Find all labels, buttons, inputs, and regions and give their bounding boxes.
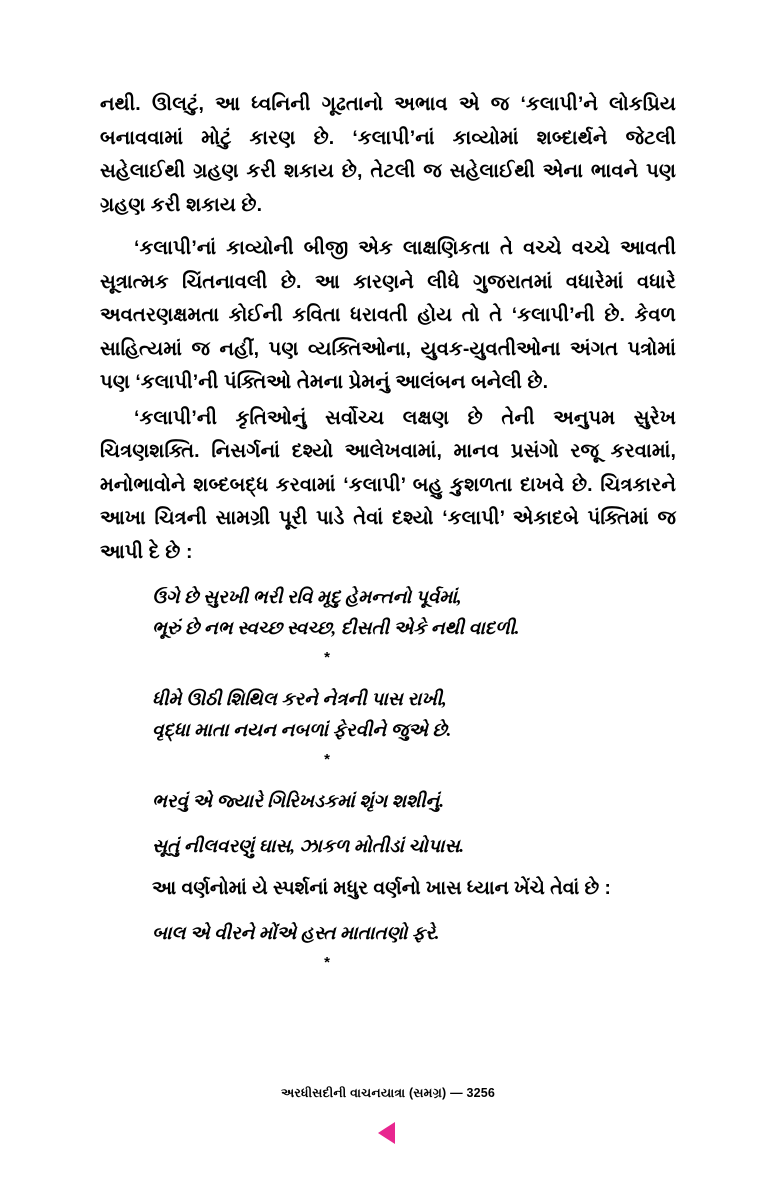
verse-block-4	[100, 832, 676, 863]
paragraph-2: ‘કલાપી’નાં કાવ્યોની બીજી એક લાક્ષણિકતા તે વચ્ચે વચ્ચે આવતી સૂત્રાત્મક ચિંતનાવલી છે. આ કારણને લીધે ગુજરાતમાં વધારેમાં વધારે અવતરણક્ષમતા કોઈની કવિતા ધરાવતી હોય તો તે ‘કલાપી’ની છે. કેવળ સાહિત્યમાં જ નહીં, પણ વ્યક્તિઓના, યુવક-યુવતીઓના અંગત પત્રોમાં પણ ‘કલાપી’ની પંક્તિઓ તેમના પ્રેમનું આલંબન બનેલી છે.	[100, 237, 676, 393]
paragraph-spacer	[100, 224, 676, 232]
verse-separator: *	[324, 954, 330, 971]
verse-line: ભરવું એ જ્યારે ગિરિખડકમાં શૃંગ શશીનું.	[152, 792, 444, 812]
verse-separator: *	[324, 751, 330, 768]
note-line: આ વર્ણનોમાં યે સ્પર્શનાં મધુર વર્ણનો ખાસ ધ્યાન ખેંચે તેવાં છે :	[152, 878, 611, 899]
verse-block-1	[100, 583, 676, 671]
verse-block-2	[100, 685, 676, 773]
verse-line: ભૂરું છે નભ સ્વચ્છ સ્વચ્છ, દીસતી એકે નથી વાદળી.	[152, 619, 520, 639]
verse-line: ઉગે છે સુરખી ભરી રવિ મૃદુ હેમન્તનો પૂર્વમાં,	[152, 588, 462, 608]
verse-block-3	[100, 787, 676, 818]
left-triangle-icon[interactable]	[378, 1122, 395, 1144]
verse-line: ધીમે ઊઠી શિથિલ કરને નેત્રની પાસ રાખી,	[152, 690, 447, 710]
verse-block-closing	[100, 919, 676, 976]
paragraph-3: ‘કલાપી’ની કૃતિઓનું સર્વોચ્ચ લક્ષણ છે તેની અનુપમ સુરેખ ચિત્રણશક્તિ. નિસર્ગનાં દશ્યો આલેખવામાં, માનવ પ્રસંગો રજૂ કરવામાં, મનોભાવોને શબ્દબદ્ધ કરવામાં ‘કલાપી’ બહુ કુશળતા દાખવે છે. ચિત્રકારને આખા ચિત્રની સામગ્રી પૂરી પાડે તેવાં દશ્યો ‘કલાપી’ એકાદબે પંક્તિમાં જ આપી દે છે :	[100, 406, 676, 563]
verse-separator: *	[324, 649, 330, 666]
paragraph-1: નથી. ઊલટું, આ ધ્વનિની ગૂઢતાનો અભાવ એ જ ‘કલાપી’ને લોકપ્રિય બનાવવામાં મોટું કારણ છે. ‘કલાપી’નાં કાવ્યોમાં શબ્દાર્થને જેટલી સહેલાઈથી ગ્રહણ કરી શકાય છે, તેટલી જ સહેલાઈથી એના ભાવને પણ ગ્રહણ કરી શકાય છે.	[100, 93, 676, 216]
verse-line: સૂતું નીલવરણું ઘાસ, ઝાકળ મોતીડાં ચોપાસ.	[152, 837, 465, 857]
verse-line: વૃદ્ધા માતા નયન નબળાં ફેરવીને જુએ છે.	[152, 721, 452, 741]
page-content	[100, 88, 676, 976]
verse-line: બાલ એ વીરને મોંએ હસ્ત માતાતણો ફરે.	[152, 924, 440, 944]
page-footer: અરધીસદીની વાચનયાત્રા (સમગ્ર) — 3256	[280, 1086, 496, 1100]
